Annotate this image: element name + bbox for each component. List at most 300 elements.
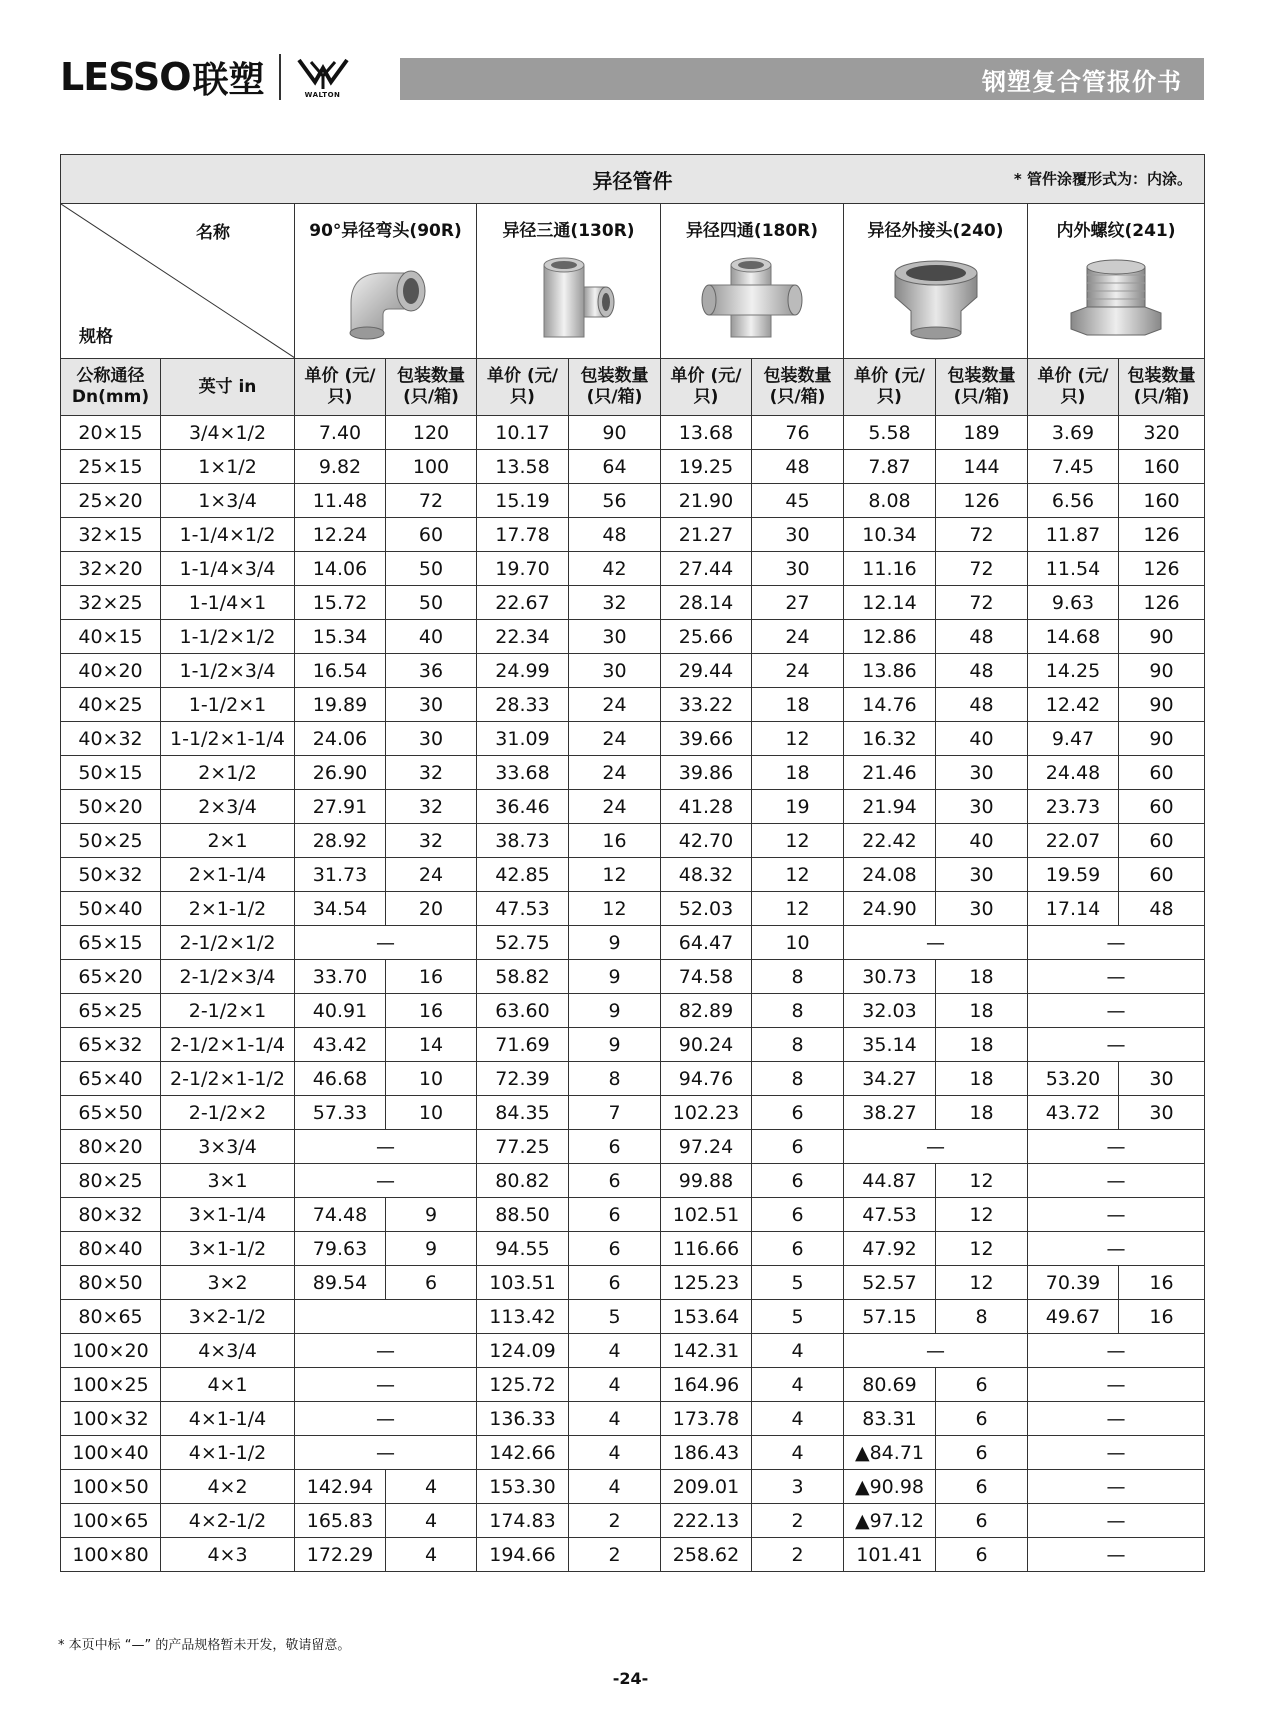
pack-cell: 30 [936,858,1028,892]
pack-cell: 32 [386,824,477,858]
price-cell: 153.64 [661,1300,752,1334]
price-cell: 28.92 [295,824,386,858]
price-cell: 74.48 [295,1198,386,1232]
table-row [61,1538,1205,1572]
pack-cell: 48 [1119,892,1205,926]
price-cell: 30.73 [844,960,936,994]
dn-cell: 80×32 [61,1198,161,1232]
price-cell: 12.14 [844,586,936,620]
price-cell: 42.70 [661,824,752,858]
price-cell: 80.82 [477,1164,569,1198]
inch-cell: 1-1/2×1 [161,688,295,722]
pack-cell: 24 [752,620,844,654]
price-cell: 70.39 [1028,1266,1119,1300]
brand-cn-text: 联塑 [192,59,265,101]
pack-cell: 8 [936,1300,1028,1334]
col-pack-header: 包装数量 (只/箱) [1119,359,1205,416]
col-pack-header: 包装数量 (只/箱) [386,359,477,416]
price-cell: 258.62 [661,1538,752,1572]
price-cell: 16.54 [295,654,386,688]
price-cell: 21.94 [844,790,936,824]
pack-cell: 10 [386,1096,477,1130]
price-cell: 153.30 [477,1470,569,1504]
pack-cell: 45 [752,484,844,518]
pack-cell: 48 [569,518,661,552]
table-row [61,1470,1205,1504]
logo-divider [279,54,281,100]
pack-cell: 5 [752,1266,844,1300]
price-cell: 28.33 [477,688,569,722]
price-cell: 124.09 [477,1334,569,1368]
price-cell: 7.45 [1028,450,1119,484]
price-cell: 53.20 [1028,1062,1119,1096]
table-row [61,722,1205,756]
table-row [61,484,1205,518]
price-cell: 102.51 [661,1198,752,1232]
pack-cell: 144 [936,450,1028,484]
pack-cell: 6 [936,1538,1028,1572]
not-available-cell: — [1028,960,1205,994]
price-cell: 24.08 [844,858,936,892]
pack-cell: 24 [752,654,844,688]
not-available-cell: — [1028,1368,1205,1402]
pack-cell: 90 [1119,722,1205,756]
inch-cell: 4×3 [161,1538,295,1572]
dn-cell: 80×50 [61,1266,161,1300]
price-cell: 21.90 [661,484,752,518]
table-row [61,1368,1205,1402]
inch-cell: 4×1-1/4 [161,1402,295,1436]
price-cell: 29.44 [661,654,752,688]
pack-cell: 2 [569,1504,661,1538]
dn-cell: 20×15 [61,416,161,450]
pack-cell: 10 [386,1062,477,1096]
pack-cell: 6 [569,1130,661,1164]
not-available-cell: — [295,1130,477,1164]
pack-cell: 30 [569,654,661,688]
inch-cell: 1×3/4 [161,484,295,518]
price-cell: 31.73 [295,858,386,892]
price-cell: 39.66 [661,722,752,756]
pack-cell: 4 [752,1436,844,1470]
price-cell: 57.15 [844,1300,936,1334]
table-row [61,552,1205,586]
price-cell: 15.72 [295,586,386,620]
table-row [61,926,1205,960]
pack-cell: 6 [569,1164,661,1198]
table-row [61,688,1205,722]
not-available-cell: — [1028,1130,1205,1164]
price-cell: 44.87 [844,1164,936,1198]
pack-cell: 12 [569,858,661,892]
price-cell: 19.89 [295,688,386,722]
price-cell: 24.99 [477,654,569,688]
price-cell: 40.91 [295,994,386,1028]
pack-cell: 20 [386,892,477,926]
table-title-row [61,155,1205,204]
pack-cell: 126 [1119,586,1205,620]
price-cell: 71.69 [477,1028,569,1062]
pack-cell: 6 [936,1470,1028,1504]
pack-cell: 40 [936,824,1028,858]
price-cell: 31.09 [477,722,569,756]
inch-cell: 2×1-1/2 [161,892,295,926]
pack-cell: 19 [752,790,844,824]
pack-cell: 72 [936,552,1028,586]
inch-cell: 1-1/4×1 [161,586,295,620]
price-table [60,154,1205,1572]
inch-cell: 3×2-1/2 [161,1300,295,1334]
pack-cell: 4 [386,1504,477,1538]
price-cell: 15.19 [477,484,569,518]
not-available-cell: — [1028,1028,1205,1062]
pack-cell: 126 [936,484,1028,518]
price-cell: ▲97.12 [844,1504,936,1538]
dn-cell: 50×40 [61,892,161,926]
price-cell: 103.51 [477,1266,569,1300]
tee-fitting-icon [514,251,624,341]
pack-cell: 32 [386,756,477,790]
dn-cell: 100×80 [61,1538,161,1572]
dn-cell: 50×15 [61,756,161,790]
pack-cell: 160 [1119,484,1205,518]
price-cell: 102.23 [661,1096,752,1130]
pack-cell: 126 [1119,518,1205,552]
price-cell: 173.78 [661,1402,752,1436]
pack-cell: 16 [1119,1266,1205,1300]
pack-cell: 8 [752,994,844,1028]
price-cell: 142.66 [477,1436,569,1470]
pack-cell: 3 [752,1470,844,1504]
table-row [61,1266,1205,1300]
table-body [61,416,1205,1572]
price-cell: 89.54 [295,1266,386,1300]
pack-cell: 18 [752,688,844,722]
pack-cell: 72 [936,586,1028,620]
price-cell: 48.32 [661,858,752,892]
inch-cell: 4×1 [161,1368,295,1402]
price-cell: 94.76 [661,1062,752,1096]
walton-logo [293,56,353,99]
dn-cell: 80×40 [61,1232,161,1266]
inch-cell: 4×2-1/2 [161,1504,295,1538]
price-cell: 22.34 [477,620,569,654]
pack-cell: 32 [386,790,477,824]
price-cell: 47.53 [477,892,569,926]
pack-cell: 36 [386,654,477,688]
table-row [61,518,1205,552]
not-available-cell: — [1028,1402,1205,1436]
price-cell: 58.82 [477,960,569,994]
price-cell: 80.69 [844,1368,936,1402]
price-cell: 27.91 [295,790,386,824]
dn-cell: 40×25 [61,688,161,722]
pack-cell: 12 [936,1232,1028,1266]
inch-cell: 2-1/2×1/2 [161,926,295,960]
pack-cell: 9 [569,994,661,1028]
price-cell: 8.08 [844,484,936,518]
inch-cell: 3×3/4 [161,1130,295,1164]
pack-cell: 30 [752,552,844,586]
price-cell: 36.46 [477,790,569,824]
pack-cell: 126 [1119,552,1205,586]
pack-cell: 30 [936,790,1028,824]
table-row [61,858,1205,892]
price-cell: 33.22 [661,688,752,722]
price-cell: 14.06 [295,552,386,586]
table-row [61,1198,1205,1232]
product-name: 90°异径弯头(90R) [309,221,462,241]
inch-cell: 4×2 [161,1470,295,1504]
price-cell: 136.33 [477,1402,569,1436]
price-cell: 164.96 [661,1368,752,1402]
price-cell: 82.89 [661,994,752,1028]
pack-cell: 8 [752,1028,844,1062]
dn-cell: 65×32 [61,1028,161,1062]
price-cell: 15.34 [295,620,386,654]
pack-cell: 10 [752,926,844,960]
dn-cell: 50×20 [61,790,161,824]
pack-cell: 9 [569,1028,661,1062]
not-available-cell: — [844,1130,1028,1164]
price-cell: 5.58 [844,416,936,450]
table-row [61,824,1205,858]
pack-cell: 4 [386,1538,477,1572]
pack-cell: 100 [386,450,477,484]
not-available-cell: — [844,926,1028,960]
price-cell: 174.83 [477,1504,569,1538]
table-row [61,1334,1205,1368]
pack-cell: 60 [1119,756,1205,790]
table-title: 异径管件 [592,168,673,193]
price-cell: 64.47 [661,926,752,960]
pack-cell: 160 [1119,450,1205,484]
pack-cell: 60 [1119,790,1205,824]
product-name: 异径外接头(240) [867,221,1004,241]
price-cell: 12.24 [295,518,386,552]
not-available-cell: — [1028,1470,1205,1504]
not-available-cell: — [1028,1436,1205,1470]
price-cell: 43.42 [295,1028,386,1062]
inch-cell: 2-1/2×1-1/2 [161,1062,295,1096]
price-cell: 97.24 [661,1130,752,1164]
price-cell: 19.59 [1028,858,1119,892]
price-cell: 88.50 [477,1198,569,1232]
pack-cell: 16 [1119,1300,1205,1334]
dn-cell: 65×50 [61,1096,161,1130]
pack-cell: 48 [936,654,1028,688]
pack-cell: 60 [386,518,477,552]
coating-note: * 管件涂覆形式为：内涂。 [1013,170,1192,188]
price-cell: 42.85 [477,858,569,892]
pack-cell: 48 [936,620,1028,654]
price-cell: 13.86 [844,654,936,688]
table-row [61,994,1205,1028]
price-cell: 25.66 [661,620,752,654]
table-row [61,1164,1205,1198]
lesso-logo [60,52,353,102]
pack-cell: 18 [936,1062,1028,1096]
price-cell: 52.57 [844,1266,936,1300]
price-cell: 52.75 [477,926,569,960]
price-cell: 33.68 [477,756,569,790]
table-row [61,1028,1205,1062]
dn-cell: 32×15 [61,518,161,552]
pack-cell: 18 [752,756,844,790]
not-available-cell: — [1028,926,1205,960]
diag-name-label: 名称 [196,223,230,243]
price-cell: 24.06 [295,722,386,756]
price-cell: 113.42 [477,1300,569,1334]
walton-text: WALTON [304,90,341,99]
price-cell: 74.58 [661,960,752,994]
price-cell: 165.83 [295,1504,386,1538]
table-row [61,892,1205,926]
price-cell: 14.68 [1028,620,1119,654]
pack-cell: 6 [936,1504,1028,1538]
pack-cell: 40 [936,722,1028,756]
pack-cell: 6 [752,1164,844,1198]
price-cell: 19.70 [477,552,569,586]
price-cell: 17.78 [477,518,569,552]
pack-cell: 16 [386,994,477,1028]
pack-cell: 12 [752,824,844,858]
inch-cell: 3×1-1/4 [161,1198,295,1232]
not-available-cell: — [1028,1334,1205,1368]
col-pack-header: 包装数量 (只/箱) [936,359,1028,416]
not-available-cell: — [295,1402,477,1436]
pack-cell: 24 [569,756,661,790]
pack-cell: 90 [1119,688,1205,722]
pack-cell: 9 [386,1232,477,1266]
product-name: 内外螺纹(241) [1056,221,1176,241]
pack-cell: 120 [386,416,477,450]
price-cell: 52.03 [661,892,752,926]
col-price-header: 单价 (元/只) [661,359,752,416]
pack-cell: 6 [936,1368,1028,1402]
price-cell: 10.34 [844,518,936,552]
pack-cell: 16 [386,960,477,994]
diagonal-header-cell [61,204,295,359]
dn-cell: 32×25 [61,586,161,620]
price-cell: 38.27 [844,1096,936,1130]
pack-cell: 4 [569,1470,661,1504]
footnote: * 本页中标 “—” 的产品规格暂未开发，敬请留意。 [58,1638,351,1653]
price-cell: 21.27 [661,518,752,552]
pack-cell: 42 [569,552,661,586]
price-cell: 22.42 [844,824,936,858]
price-cell: 9.47 [1028,722,1119,756]
pack-cell: 24 [569,722,661,756]
price-cell: 94.55 [477,1232,569,1266]
page-number: -24- [612,1669,649,1688]
table-row [61,960,1205,994]
inch-cell: 2×3/4 [161,790,295,824]
pack-cell: 8 [569,1062,661,1096]
pack-cell: 2 [569,1538,661,1572]
pack-cell: 12 [936,1266,1028,1300]
table-row [61,586,1205,620]
pack-cell: 50 [386,586,477,620]
price-cell: 11.48 [295,484,386,518]
diag-spec-label: 规格 [79,327,113,347]
dn-cell: 50×32 [61,858,161,892]
pack-cell: 9 [569,926,661,960]
pack-cell: 60 [1119,858,1205,892]
price-cell: 72.39 [477,1062,569,1096]
inch-cell: 2-1/2×1 [161,994,295,1028]
pack-cell: 18 [936,994,1028,1028]
dn-cell: 100×20 [61,1334,161,1368]
pack-cell: 60 [1119,824,1205,858]
pack-cell: 30 [386,722,477,756]
inch-cell: 2-1/2×1-1/4 [161,1028,295,1062]
dn-cell: 65×40 [61,1062,161,1096]
pack-cell: 4 [569,1402,661,1436]
price-cell: 46.68 [295,1062,386,1096]
table-row [61,654,1205,688]
price-cell: 32.03 [844,994,936,1028]
price-cell: 9.63 [1028,586,1119,620]
inch-cell: 3×1-1/2 [161,1232,295,1266]
price-cell: 35.14 [844,1028,936,1062]
price-cell: 28.14 [661,586,752,620]
product-tee [477,204,661,359]
pack-cell: 30 [569,620,661,654]
not-available-cell: — [295,1164,477,1198]
price-cell: 63.60 [477,994,569,1028]
table-title-cell [61,155,1205,204]
product-elbow [295,204,477,359]
not-available-cell: — [295,926,477,960]
pack-cell: 12 [752,892,844,926]
pack-cell: 4 [386,1470,477,1504]
price-cell: 47.53 [844,1198,936,1232]
pack-cell: 30 [752,518,844,552]
col-price-header: 单价 (元/只) [295,359,386,416]
table-row [61,790,1205,824]
dn-cell: 65×25 [61,994,161,1028]
price-cell: 26.90 [295,756,386,790]
pack-cell: 12 [936,1198,1028,1232]
price-cell: 23.73 [1028,790,1119,824]
pack-cell: 6 [752,1130,844,1164]
dn-cell: 32×20 [61,552,161,586]
dn-cell: 80×65 [61,1300,161,1334]
price-cell: 11.87 [1028,518,1119,552]
price-cell: 116.66 [661,1232,752,1266]
pack-cell: 6 [752,1198,844,1232]
price-cell: 49.67 [1028,1300,1119,1334]
inch-cell: 3×2 [161,1266,295,1300]
table-row [61,756,1205,790]
pack-cell: 72 [936,518,1028,552]
inch-cell: 4×3/4 [161,1334,295,1368]
column-header-row [61,359,1205,416]
dn-cell: 25×20 [61,484,161,518]
pack-cell: 24 [569,790,661,824]
dn-cell: 100×25 [61,1368,161,1402]
not-available-cell: — [1028,1232,1205,1266]
pack-cell: 5 [752,1300,844,1334]
pack-cell: 6 [569,1198,661,1232]
col-dn-header: 公称通径 Dn(mm) [61,359,161,416]
price-cell: ▲90.98 [844,1470,936,1504]
col-price-header: 单价 (元/只) [844,359,936,416]
dn-cell: 100×50 [61,1470,161,1504]
inch-cell: 1-1/4×1/2 [161,518,295,552]
price-cell: 125.23 [661,1266,752,1300]
